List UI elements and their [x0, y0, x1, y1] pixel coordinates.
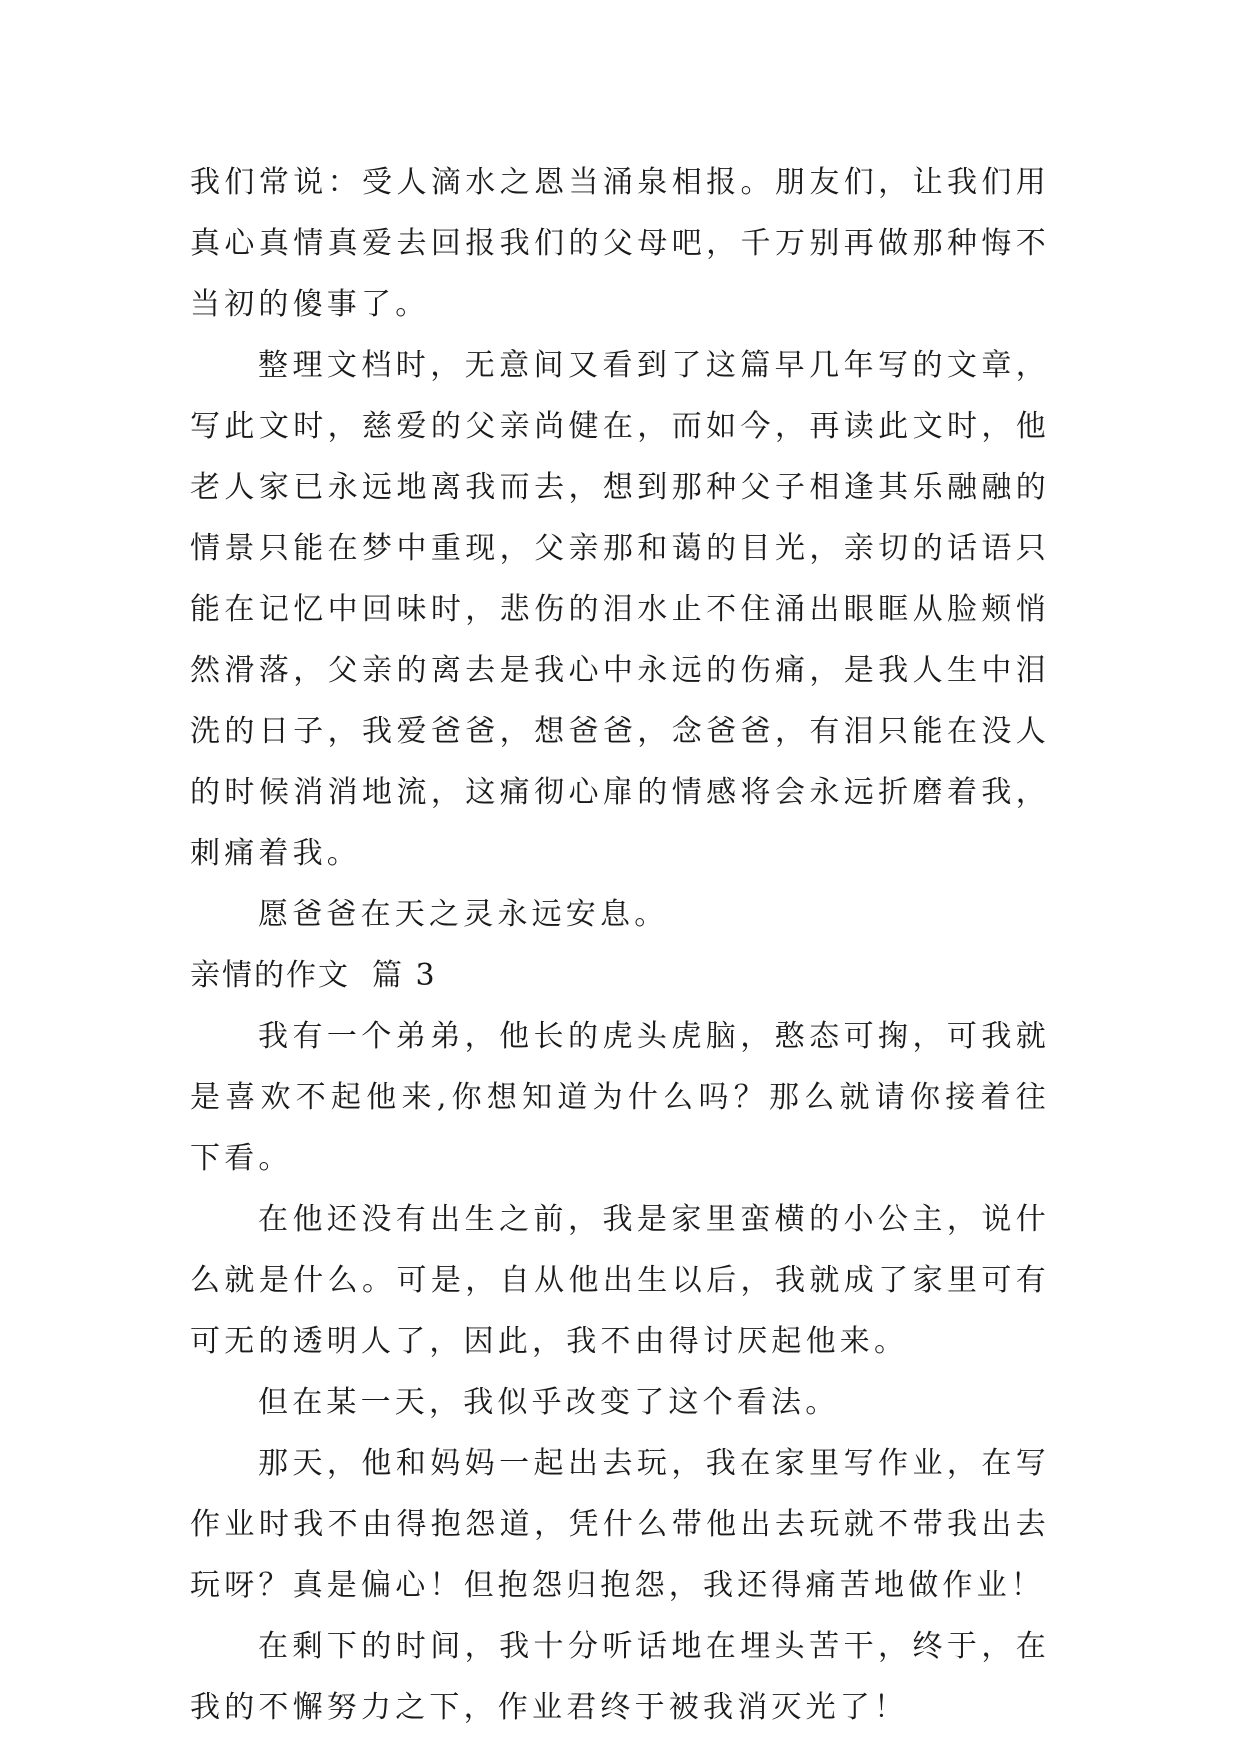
- section-heading-title: 亲情的作文: [190, 958, 350, 993]
- paragraph-memory-of-father: 整理文档时，无意间又看到了这篇早几年写的文章，写此文时，慈爱的父亲尚健在，而如今，再读此文时，他老人家已永远地离我而去，想到那种父子相逢其乐融融的情景只能在梦中重现，父亲那和蔼的目光，亲切的话语只能在记忆中回味时，悲伤的泪水止不住涌出眼眶从脸颊悄然滑落，父亲的离去是我心中永远的伤痛，是我人生中泪洗的日子，我爱爸爸，想爸爸，念爸爸，有泪只能在没人的时候消消地流，这痛彻心扉的情感将会永远折磨着我，刺痛着我。: [190, 348, 1050, 871]
- paragraph-before-birth: 在他还没有出生之前，我是家里蛮横的小公主，说什么就是什么。可是，自从他出生以后，我就成了家里可有可无的透明人了，因此，我不由得讨厌起他来。: [190, 1202, 1050, 1359]
- document-body: [190, 152, 1050, 1738]
- paragraph-closing-remark: 我们常说：受人滴水之恩当涌泉相报。朋友们，让我们用真心真情真爱去回报我们的父母吧，千万别再做那种悔不当初的傻事了。: [190, 165, 1050, 322]
- paragraph-homework-done: 在剩下的时间，我十分听话地在埋头苦干，终于，在我的不懈努力之下，作业君终于被我消灭光了！: [190, 1629, 1050, 1725]
- paragraph-change-of-view: 但在某一天，我似乎改变了这个看法。: [258, 1385, 840, 1420]
- paragraph-farewell: 愿爸爸在天之灵永远安息。: [258, 897, 669, 932]
- section-heading: [190, 945, 1050, 1006]
- section-heading-part: 篇 3: [372, 958, 437, 993]
- paragraph-brother-intro: 我有一个弟弟，他长的虎头虎脑，憨态可掬，可我就是喜欢不起他来,你想知道为什么吗？那么就请你接着往下看。: [190, 1019, 1050, 1176]
- paragraph-that-day: 那天，他和妈妈一起出去玩，我在家里写作业，在写作业时我不由得抱怨道，凭什么带他出去玩就不带我出去玩呀？真是偏心！但抱怨归抱怨，我还得痛苦地做作业！: [190, 1446, 1050, 1603]
